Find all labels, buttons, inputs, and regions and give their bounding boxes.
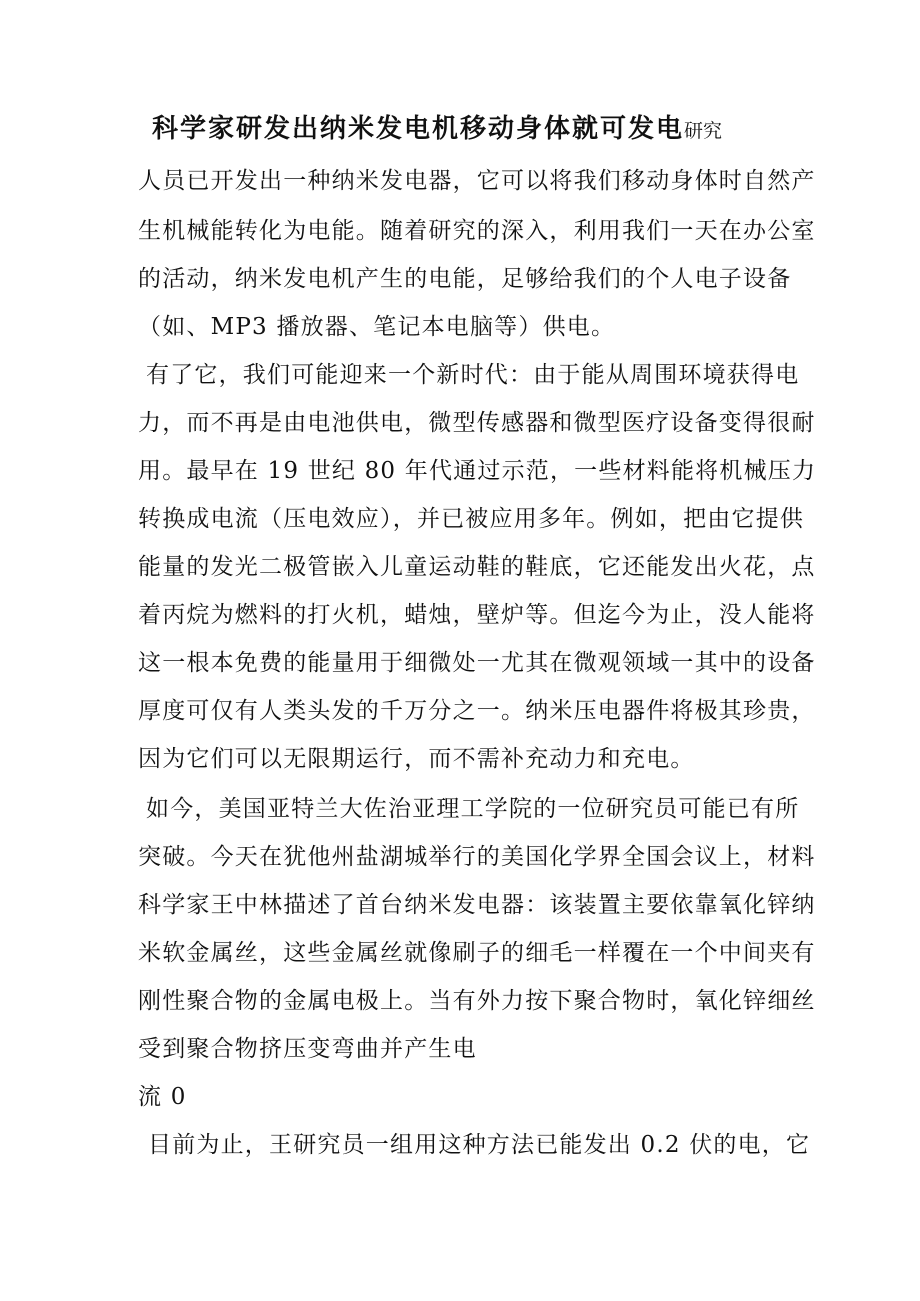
article-title: 科学家研发出纳米发电机移动身体就可发电 (152, 114, 685, 144)
paragraph-1-line-2: 生机械能转化为电能。随着研究的深入，利用我们一天在办公室 (138, 218, 816, 244)
paragraph-3-line-5: 刚性聚合物的金属电极上。当有外力按下聚合物时，氧化锌细丝 (138, 988, 816, 1014)
paragraph-1-line-4: （如、MP3 播放器、笔记本电脑等）供电。 (138, 314, 616, 340)
paragraph-2-line-6: 着丙烷为燃料的打火机，蜡烛，壁炉等。但迄今为止，没人能将 (138, 602, 816, 628)
paragraph-2-line-4: 转换成电流（压电效应），并已被应用多年。例如，把由它提供 (138, 506, 805, 532)
paragraph-4-line-1: 目前为止，王研究员一组用这种方法已能发出 0.2 伏的电，它 (148, 1132, 811, 1158)
paragraph-3-line-2: 突破。今天在犹他州盐湖城举行的美国化学界全国会议上，材料 (138, 844, 816, 870)
paragraph-3-line-3: 科学家王中林描述了首台纳米发电器：该装置主要依靠氧化锌纳 (138, 892, 816, 918)
paragraph-2-line-8: 厚度可仅有人类头发的千万分之一。纳米压电器件将极其珍贵， (138, 698, 816, 724)
paragraph-1-line-1: 人员已开发出一种纳米发电器，它可以将我们移动身体时自然产 (138, 168, 816, 194)
paragraph-1-line-3: 的活动，纳米发电机产生的电能，足够给我们的个人电子设备 (138, 266, 792, 292)
paragraph-3-line-1: 如今，美国亚特兰大佐治亚理工学院的一位研究员可能已有所 (146, 796, 800, 822)
paragraph-3-line-4: 米软金属丝，这些金属丝就像刷子的细毛一样覆在一个中间夹有 (138, 940, 816, 966)
paragraph-3-line-6: 受到聚合物挤压变弯曲并产生电 (138, 1036, 477, 1062)
paragraph-3-line-7: 流 0 (138, 1084, 187, 1110)
paragraph-2-line-7: 这一根本免费的能量用于细微处一尤其在微观领域一其中的设备 (138, 650, 816, 676)
paragraph-2-line-2: 力，而不再是由电池供电，微型传感器和微型医疗设备变得很耐 (138, 410, 816, 436)
paragraph-2-line-3: 用。最早在 19 世纪 80 年代通过示范，一些材料能将机械压力 (138, 458, 817, 484)
paragraph-2-line-1: 有了它，我们可能迎来一个新时代：由于能从周围环境获得电 (146, 362, 800, 388)
paragraph-2-line-9: 因为它们可以无限期运行，而不需补充动力和充电。 (138, 746, 695, 772)
paragraph-1-start: 研究 (684, 120, 723, 142)
title-line (152, 114, 722, 146)
paragraph-2-line-5: 能量的发光二极管嵌入儿童运动鞋的鞋底，它还能发出火花，点 (138, 554, 816, 580)
